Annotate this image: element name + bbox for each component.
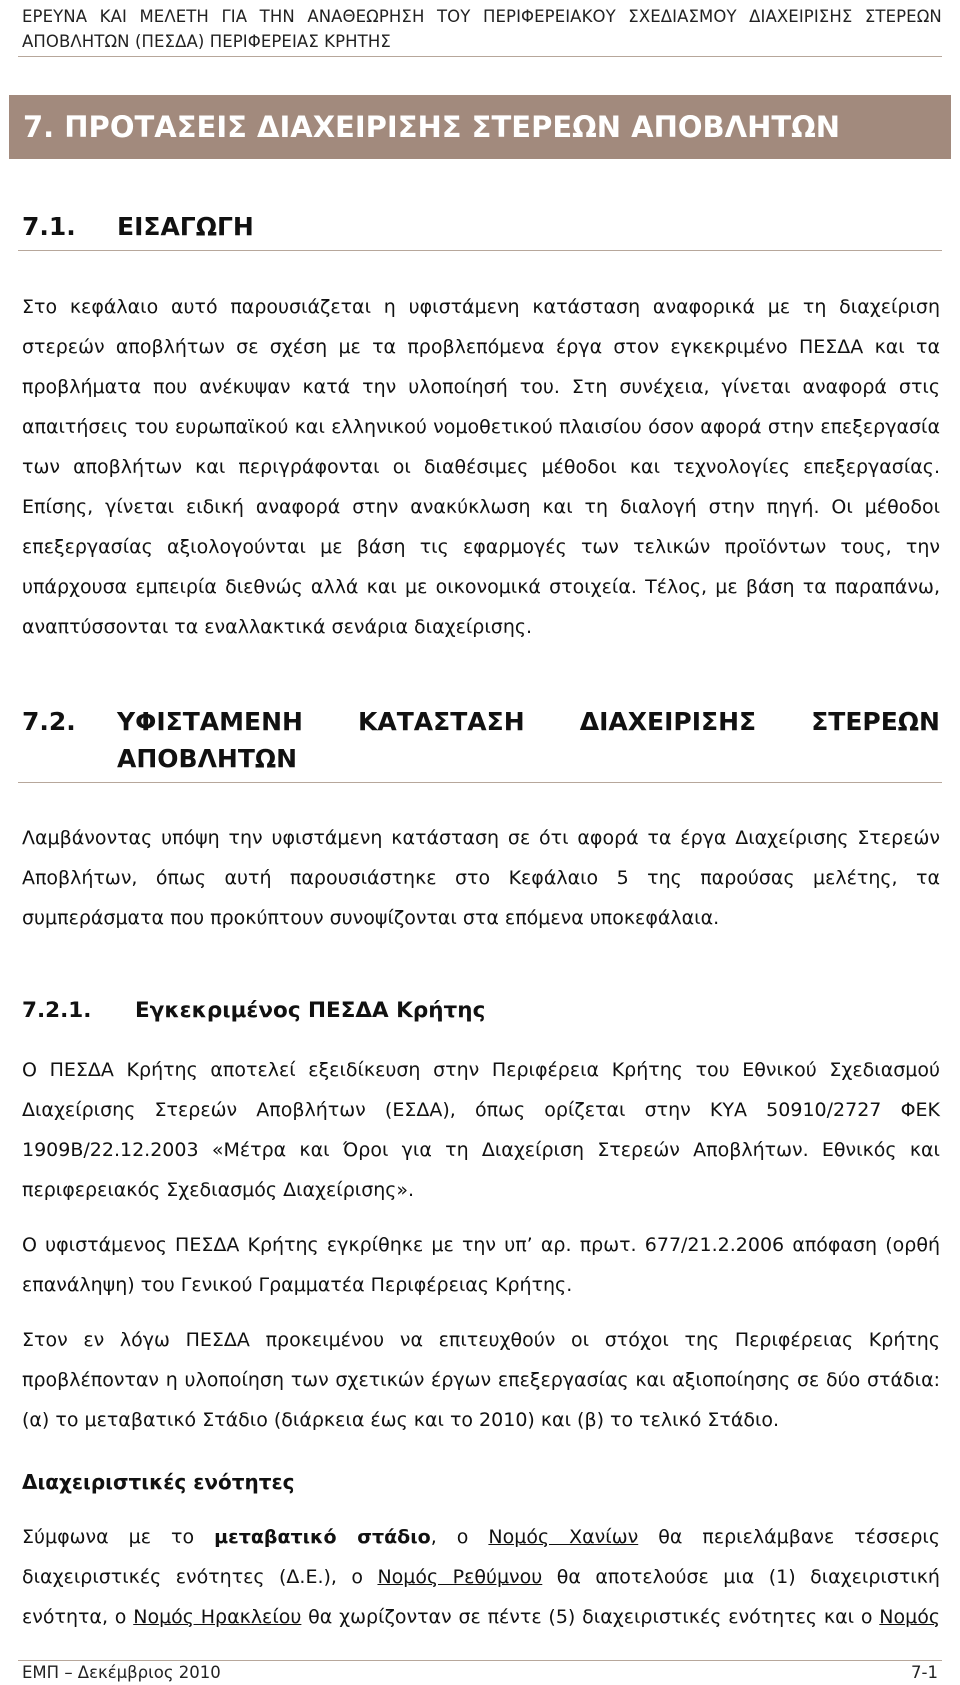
pesda-paragraph-2: Ο υφιστάμενος ΠΕΣΔΑ Κρήτης εγκρίθηκε με την υπ’ αρ. πρωτ. 677/21.2.2006 απόφαση (ορθή επανάληψη) του Γενικού Γραμματέα Περιφέρειας Κρήτης. [22, 1234, 940, 1296]
section-divider [18, 782, 942, 783]
title-word: ΣΤΕΡΕΩΝ [811, 707, 940, 736]
subsection-number: 7.2.1. [22, 998, 92, 1023]
text-run: , ο [430, 1526, 489, 1548]
page-number: 7-1 [911, 1663, 938, 1682]
management-units-paragraph [22, 1517, 940, 1637]
header-divider [18, 56, 942, 57]
header-word: ΔΙΑΧΕΙΡΙΣΗΣ [749, 7, 853, 26]
pesda-paragraph-3: Στον εν λόγω ΠΕΣΔΑ προκειμένου να επιτευχθούν οι στόχοι της Περιφέρειας Κρήτης προβλέπονταν η υλοποίηση των σχετικών έργων επεξεργασίας και αξιοποίησης σε δύο στάδια: (α) το μεταβατικό Στάδιο (διάρκεια έως και το 2010) και (β) το τελικό Στάδιο. [22, 1329, 940, 1431]
section-heading-7-2 [22, 707, 940, 787]
section-number: 7.2. [22, 707, 76, 736]
text-run: θα χωρίζονταν σε πέντε (5) διαχειριστικές ενότητες και ο [301, 1606, 880, 1628]
section-title-line2: ΑΠΟΒΛΗΤΩΝ [117, 744, 298, 773]
page-footer [22, 1663, 938, 1682]
header-word: ΜΕΛΕΤΗ [139, 7, 209, 26]
intro-paragraph: Στο κεφάλαιο αυτό παρουσιάζεται η υφιστάμενη κατάσταση αναφορικά με τη διαχείριση στερεών αποβλήτων σε σχέση με τα προβλεπόμενα έργα στον εγκεκριμένο ΠΕΣΔΑ και τα προβλήματα που ανέκυψαν κατά την υλοποίησή του. Στη συνέχεια, γίνεται αναφορά στις απαιτήσεις του ευρωπαϊκού και ελληνικού νομοθετικού πλαισίου όσον αφορά στην επεξεργασία των αποβλήτων και περιγράφονται οι διαθέσιμες μέθοδοι και τεχνολογίες επεξεργασίας. Επίσης, γίνεται ειδική αναφορά στην ανακύκλωση και τη διαλογή στην πηγή. Οι μέθοδοι επεξεργασίας αξιολογούνται με βάση τις εφαρμογές των τελικών προϊόντων τους, την υπάρχουσα εμπειρία διεθνώς αλλά και με οικονομικά στοιχεία. Τέλος, με βάση τα παραπάνω, αναπτύσσονται τα εναλλακτικά σενάρια διαχείρισης. [22, 296, 940, 638]
running-header-line2: ΑΠΟΒΛΗΤΩΝ (ΠΕΣΔΑ) ΠΕΡΙΦΕΡΕΙΑΣ ΚΡΗΤΗΣ [22, 32, 391, 51]
current-status-paragraph: Λαμβάνοντας υπόψη την υφιστάμενη κατάσταση σε ότι αφορά τα έργα Διαχείρισης Στερεών Αποβλήτων, όπως αυτή παρουσιάστηκε στο Κεφάλαιο 5 της παρούσας μελέτης, τα συμπεράσματα που προκύπτουν συνοψίζονται στα επόμενα υποκεφάλαια. [22, 827, 940, 929]
section-heading-7-1 [22, 212, 940, 248]
bold-term: μεταβατικό στάδιο [214, 1526, 431, 1548]
title-word: ΚΑΤΑΣΤΑΣΗ [358, 707, 525, 736]
header-word: ΕΡΕΥΝΑ [22, 7, 88, 26]
underlined-term-rethymno: Νομός Ρεθύμνου [377, 1566, 543, 1588]
header-word: ΠΕΡΙΦΕΡΕΙΑΚΟΥ [482, 7, 616, 26]
section-title: ΕΙΣΑΓΩΓΗ [117, 212, 254, 241]
pesda-paragraph-1: Ο ΠΕΣΔΑ Κρήτης αποτελεί εξειδίκευση στην Περιφέρεια Κρήτης του Εθνικού Σχεδιασμού Διαχείρισης Στερεών Αποβλήτων (ΕΣΔΑ), όπως ορίζεται στην ΚΥΑ 50910/2727 ΦΕΚ 1909Β/22.12.2003 «Μέτρα και Όροι για τη Διαχείριση Στερεών Αποβλήτων. Εθνικός και περιφερειακός Σχεδιασμός Διαχείρισης». [22, 1059, 940, 1201]
header-word: ΣΧΕΔΙΑΣΜΟΥ [628, 7, 737, 26]
header-word: ΤΗΝ [259, 7, 295, 26]
section-title-line1 [117, 707, 940, 736]
running-header [22, 4, 942, 54]
management-units-heading: Διαχειριστικές ενότητες [22, 1470, 295, 1494]
underlined-term-chania: Νομός Χανίων [488, 1526, 639, 1548]
footer-publisher-date: ΕΜΠ – Δεκέμβριος 2010 [22, 1663, 221, 1682]
text-run: θα περιελάμβανε τέσσερις διαχειριστικές ενότητες (Δ.Ε.), ο [22, 1526, 940, 1588]
header-word: ΤΟΥ [437, 7, 471, 26]
section-divider [18, 250, 942, 251]
title-word: ΔΙΑΧΕΙΡΙΣΗΣ [579, 707, 757, 736]
chapter-title: 7. ΠΡΟΤΑΣΕΙΣ ΔΙΑΧΕΙΡΙΣΗΣ ΣΤΕΡΕΩΝ ΑΠΟΒΛΗΤΩΝ [9, 95, 951, 159]
underlined-term-heraklion: Νομός Ηρακλείου [133, 1606, 302, 1628]
subsection-title: Εγκεκριμένος ΠΕΣΔΑ Κρήτης [135, 998, 486, 1023]
header-word: ΑΝΑΘΕΩΡΗΣΗ [307, 7, 425, 26]
title-word: ΥΦΙΣΤΑΜΕΝΗ [117, 707, 303, 736]
footer-divider [18, 1660, 942, 1661]
section-number: 7.1. [22, 212, 76, 241]
header-word: ΓΙΑ [221, 7, 248, 26]
text-run: Σύμφωνα με το [22, 1526, 215, 1548]
subsection-heading-7-2-1 [22, 998, 940, 1028]
text-run: θα αποτελούσε μια (1) διαχειριστική ενότητα, ο [22, 1566, 940, 1628]
header-word: ΚΑΙ [99, 7, 127, 26]
header-word: ΣΤΕΡΕΩΝ [864, 7, 942, 26]
running-header-line1 [22, 4, 942, 29]
underlined-term-nomos: Νομός [879, 1606, 940, 1628]
section-title [117, 707, 940, 773]
